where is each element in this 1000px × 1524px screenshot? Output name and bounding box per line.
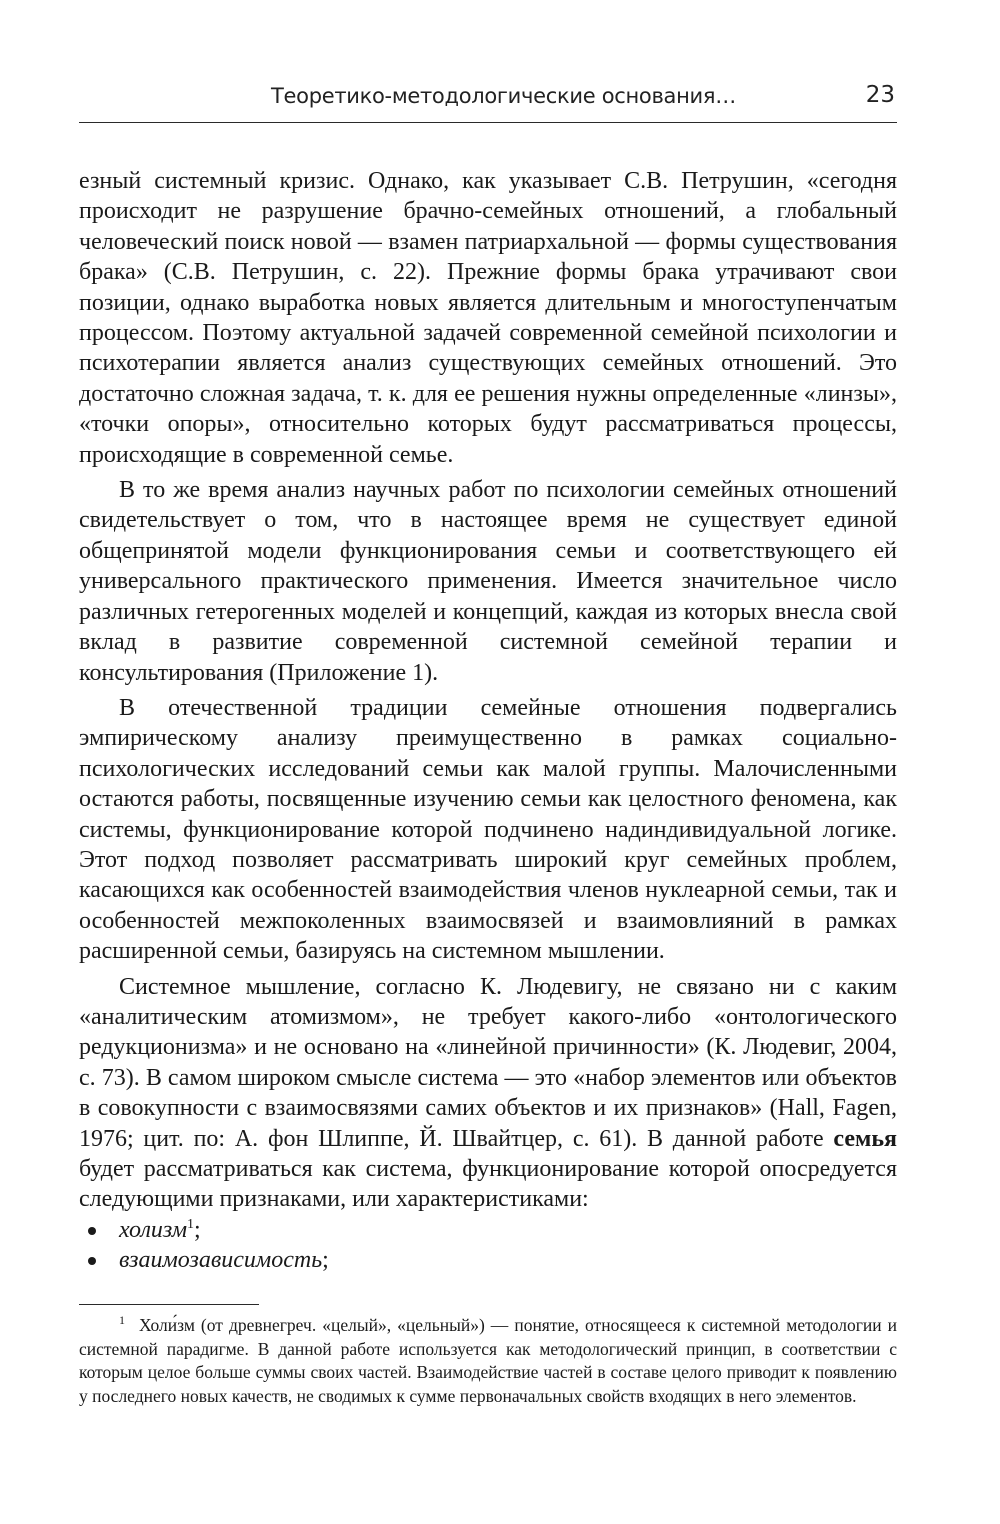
paragraph: В отечественной традиции семейные отношения подвергались эмпирическому анализу преимущественно в рамках социально-психологических исследований семьи как малой группы. Малочисленными остаются работы, посвященные изучению семьи как целостного феномена, как системы, функционирование которой подчинено надиндивидуальной логике. Этот подход позволяет рассматривать широкий круг семейных проблем, касающихся как особенностей взаимодействия членов нуклеарной семьи, так и особенностей межпоколенных взаимосвязей и взаимовлияний в рамках расширенной семьи, базируясь на системном мышлении. xyxy=(79,694,897,965)
footnote-text: Холи́зм (от древнегреч. «целый», «цельный») — понятие, относящееся к системной методологии и системной парадигме. В данной работе используется как методологический принцип, в соответствии с которым целое больше суммы своих частей. Взаимодействие частей в составе целого приводит к появлению у последнего новых качеств, не сводимых к сумме первоначальных свойств входящих в него элементов. xyxy=(79,1315,897,1406)
paragraph-continued: езный системный кризис. Однако, как указывает С.В. Петрушин, «сегодня происходит не разрушение брачно-семейных отношений, а глобальный человеческий поиск новой — взамен патриархальной — формы существования брака» (С.В. Петрушин, с. 22). Прежние формы брака утрачивают свои позиции, однако выработка новых является длительным и многоступенчатым процессом. Поэтому актуальной задачей современной семейной психологии и психотерапии является анализ существующих семейных отношений. Это достаточно сложная задача, т. к. для ее решения нужны определенные «линзы», «точки опоры», относительно которых будут рассматриваться процессы, происходящие в современной семье. xyxy=(79,168,897,468)
list-item xyxy=(79,1245,897,1275)
bullet-icon xyxy=(88,1227,96,1235)
footnote-reference: 1 xyxy=(187,1216,195,1232)
list-item xyxy=(79,1215,897,1245)
footnote xyxy=(79,1314,897,1408)
bullet-icon xyxy=(88,1257,96,1265)
running-header xyxy=(79,78,897,123)
list-item-term: холизм xyxy=(119,1216,188,1243)
paragraph-text-end: будет рассматриваться как система, функционирование которой опосредуется следующими признаками, или характеристиками: xyxy=(79,1156,897,1213)
page-number: 23 xyxy=(865,82,895,108)
running-title: Теоретико-методологические основания… xyxy=(271,84,736,108)
characteristics-list xyxy=(79,1215,897,1276)
main-text xyxy=(79,166,897,1276)
list-item-punct: ; xyxy=(322,1247,329,1274)
paragraph-system-thinking xyxy=(79,972,897,1215)
list-item-punct: ; xyxy=(194,1216,201,1243)
paragraph: В то же время анализ научных работ по психологии семейных отношений свидетельствует о том, что в настоящее время не существует единой общепринятой модели функционирования семьи и соответствующего ей универсального практического применения. Имеется значительное число различных гетерогенных моделей и концепций, каждая из которых внесла свой вклад в развитие современной системной семейной терапии и консультирования (Приложение 1). xyxy=(79,477,897,686)
footnote-divider xyxy=(79,1304,259,1305)
footnote-marker: 1 xyxy=(119,1313,125,1328)
paragraph-text-start: Системное мышление, согласно К. Людевигу, не связано ни с каким «аналитическим атомизмом», не требует какого-либо «онтологического редукционизма» и не основано на «линейной причинности» (К. Людевиг, 2004, с. 73). В самом широком смысле система — это «набор элементов или объектов в совокупности с взаимосвязями самих объектов и их признаков» (Hall, Fagen, 1976; цит. по: А. фон Шлиппе, Й. Швайтцер, с. 61). В данной работе xyxy=(79,973,897,1152)
list-item-term: взаимозависимость xyxy=(119,1247,323,1274)
bold-term: семья xyxy=(833,1125,897,1152)
